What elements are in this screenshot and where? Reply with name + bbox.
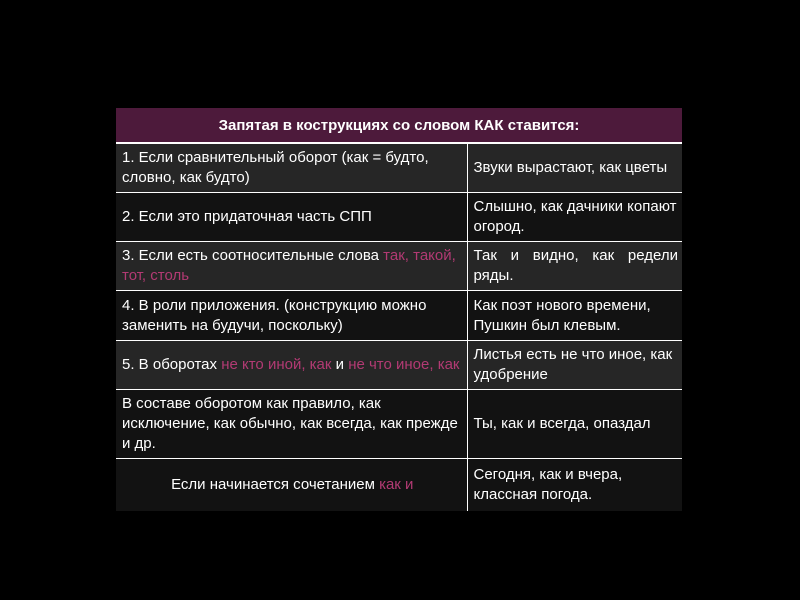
table-row — [116, 143, 682, 193]
rule-text: 3. Если есть соотносительные слова — [122, 247, 384, 264]
highlight-text: как и — [379, 475, 414, 493]
rule-text: 2. Если это придаточная часть СПП — [122, 208, 372, 225]
rule-cell — [116, 143, 467, 193]
table-row — [116, 291, 682, 341]
table-row — [116, 242, 682, 291]
rule-text: Если начинается сочетанием — [171, 475, 380, 493]
table-row — [116, 341, 682, 390]
rule-cell — [116, 291, 467, 341]
rule-text: 4. В роли приложения. (конструкцию можно заменить на будучи, поскольку) — [122, 296, 427, 334]
example-cell: Сегодня, как и вчера, классная погода. — [467, 459, 682, 511]
table-row — [116, 459, 682, 511]
highlight-text: не что иное, как — [348, 356, 460, 373]
table-header: Запятая в кострукциях со словом КАК ставится: — [116, 108, 682, 143]
rule-text: и — [331, 356, 349, 373]
rule-text: В составе оборотом как правило, как исключение, как обычно, как всегда, как прежде и др. — [122, 395, 458, 452]
table-header-row — [116, 108, 682, 143]
example-cell: Звуки вырастают, как цветы — [467, 143, 682, 193]
rule-cell — [116, 341, 467, 390]
example-cell: Ты, как и всегда, опаздал — [467, 390, 682, 459]
example-cell: Листья есть не что иное, как удобрение — [467, 341, 682, 390]
highlight-text: так, такой, тот, столь — [122, 247, 456, 284]
table-row — [116, 390, 682, 459]
rule-text: 5. В оборотах — [122, 356, 222, 373]
rule-cell — [116, 242, 467, 291]
table-row — [116, 193, 682, 242]
example-cell: Слышно, как дачники копают огород. — [467, 193, 682, 242]
highlight-text: не кто иной, как — [221, 356, 332, 373]
comma-rules-table — [116, 108, 682, 511]
rule-cell — [116, 193, 467, 242]
rule-cell — [116, 390, 467, 459]
example-cell: Как поэт нового времени, Пушкин был клевым. — [467, 291, 682, 341]
example-cell: Так и видно, как редели ряды. — [467, 242, 682, 291]
rule-text: 1. Если сравнительный оборот (как = будто, словно, как будто) — [122, 149, 429, 186]
rule-cell — [116, 459, 467, 511]
